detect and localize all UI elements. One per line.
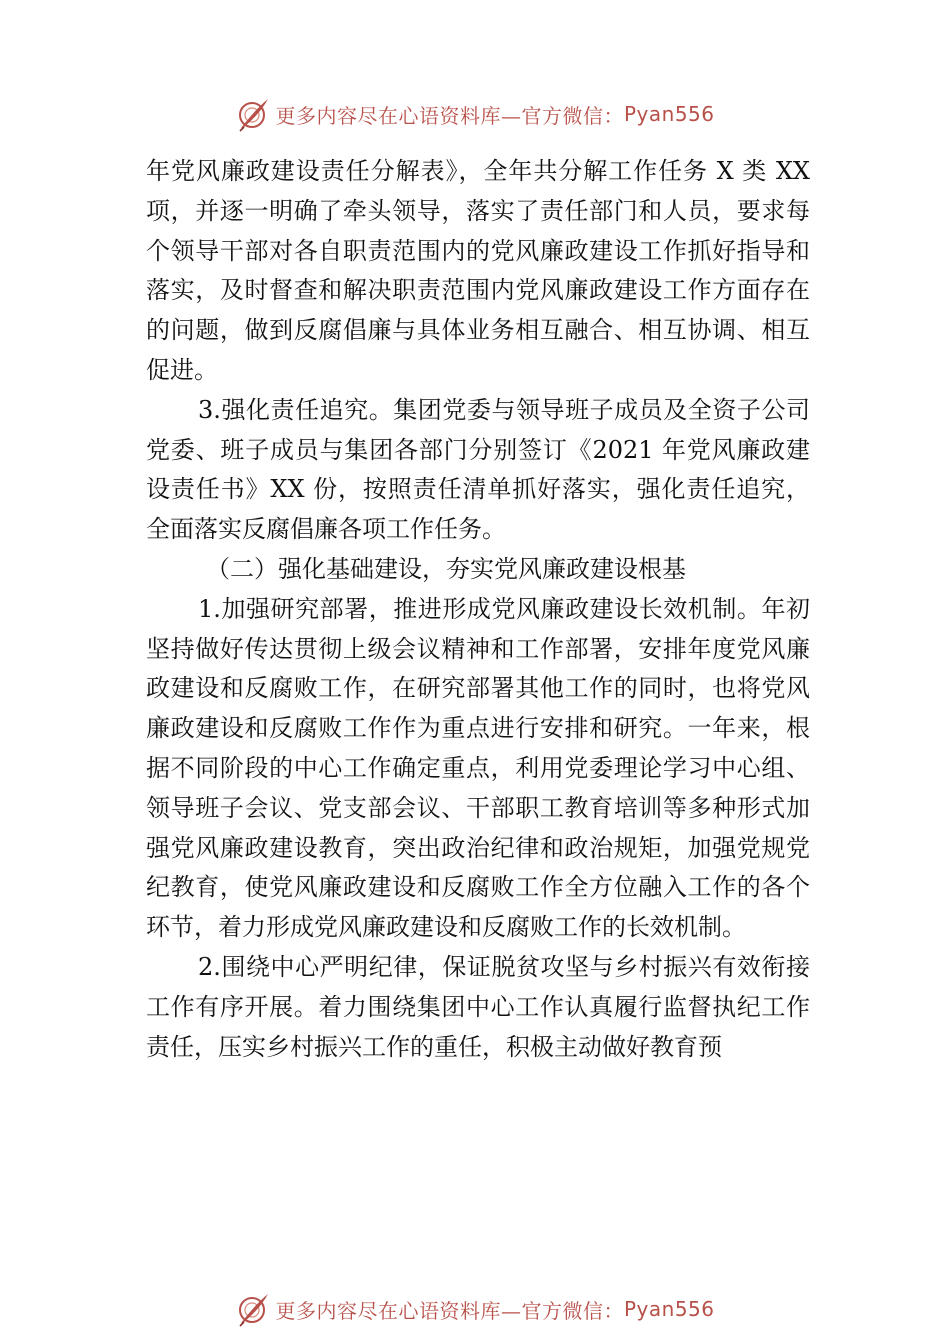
- paragraph-research-deployment: 1.加强研究部署，推进形成党风廉政建设长效机制。年初坚持做好传达贯彻上级会议精神和工作部署，安排年度党风廉政建设和反腐败工作，在研究部署其他工作的同时，也将党风廉政建设和反腐败工作作为重点进行安排和研究。一年来，根据不同阶段的中心工作确定重点，利用党委理论学习中心组、领导班子会议、党支部会议、干部职工教育培训等多种形式加强党风廉政建设教育，突出政治纪律和政治规矩，加强党规党纪教育，使党风廉政建设和反腐败工作全方位融入工作的各个环节，着力形成党风廉政建设和反腐败工作的长效机制。: [146, 594, 810, 942]
- document-body: [146, 152, 810, 1067]
- watermark-text: 更多内容尽在心语资料库—官方微信：: [275, 1298, 624, 1323]
- paragraph-accountability: 3.强化责任追究。集团党委与领导班子成员及全资子公司党委、班子成员与集团各部门分别签订《2021 年党风廉政建设责任书》XX 份，按照责任清单抓好落实，强化责任追究，全面落实反腐倡廉各项工作任务。: [146, 395, 810, 544]
- section-heading-foundation: （二）强化基础建设，夯实党风廉政建设根基: [206, 554, 686, 583]
- quill-seal-icon: [235, 1291, 271, 1327]
- watermark-footer: [0, 1289, 950, 1329]
- paragraph-responsibility-breakdown: 年党风廉政建设责任分解表》，全年共分解工作任务 X 类 XX 项，并逐一明确了牵头领导，落实了责任部门和人员，要求每个领导干部对各自职责范围内的党风廉政建设工作抓好指导和落实，及时督查和解决职责范围内党风廉政建设工作方面存在的问题，做到反腐倡廉与具体业务相互融合、相互协调、相互促进。: [146, 157, 810, 384]
- watermark-text: 更多内容尽在心语资料库—官方微信：: [275, 103, 624, 128]
- watermark-wechat-id: Pyan556: [623, 102, 715, 126]
- watermark-header: [0, 94, 950, 134]
- paragraph-discipline-rural-revitalization: 2.围绕中心严明纪律，保证脱贫攻坚与乡村振兴有效衔接工作有序开展。着力围绕集团中心工作认真履行监督执纪工作责任，压实乡村振兴工作的重任，积极主动做好教育预: [146, 952, 810, 1061]
- watermark-wechat-id: Pyan556: [623, 1297, 715, 1321]
- quill-seal-icon: [235, 96, 271, 132]
